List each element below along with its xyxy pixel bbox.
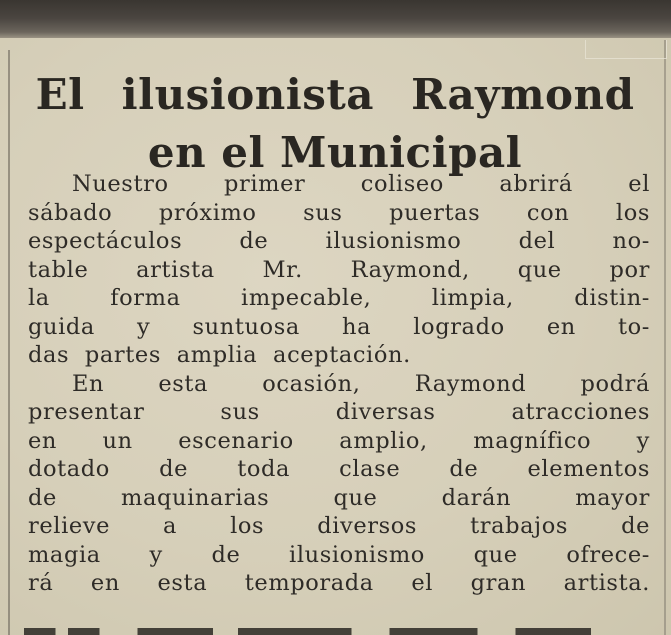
paragraph-2-line: rá en esta temporada el gran artista.	[28, 570, 650, 596]
paragraph-2-line: magia y de ilusionismo que ofrece-	[28, 541, 650, 568]
paragraph-2-line: relieve a los diversos trabajos de	[28, 513, 650, 539]
paragraph-1-line: espectáculos de ilusionismo del no-	[28, 228, 650, 254]
paragraph-2-line: En esta ocasión, Raymond podrá	[72, 370, 650, 397]
paragraph-1-line: Nuestro primer coliseo abrirá el	[72, 171, 650, 197]
paragraph-2-line: de maquinarias que darán mayor	[28, 484, 650, 511]
column-rule-right	[664, 40, 666, 635]
paragraph-1-line: das partes amplia aceptación.	[28, 342, 411, 368]
paragraph-1-line: table artista Mr. Raymond, que por	[28, 256, 650, 283]
scan-top-edge	[0, 0, 671, 40]
article-body	[28, 170, 650, 598]
paragraph-1-line: la forma impecable, limpia, distin-	[28, 285, 650, 311]
column-rule-left	[8, 50, 10, 635]
paragraph-2-line: en un escenario amplio, magnífico y	[28, 427, 650, 454]
paragraph-2-line: presentar sus diversas atracciones	[28, 399, 650, 425]
next-headline-cropped	[24, 620, 654, 635]
cropped-text-fragment	[24, 628, 654, 635]
paragraph-2-line: dotado de toda clase de elementos	[28, 456, 650, 482]
paragraph-1-line: sábado próximo sus puertas con los	[28, 199, 650, 226]
headline-line-2: en el Municipal	[147, 128, 523, 177]
clipping-mark	[585, 40, 667, 59]
headline-line-1: El ilusionista Raymond	[35, 70, 635, 119]
article-headline	[20, 66, 650, 182]
paragraph-1-line: guida y suntuosa ha logrado en to-	[28, 313, 650, 340]
